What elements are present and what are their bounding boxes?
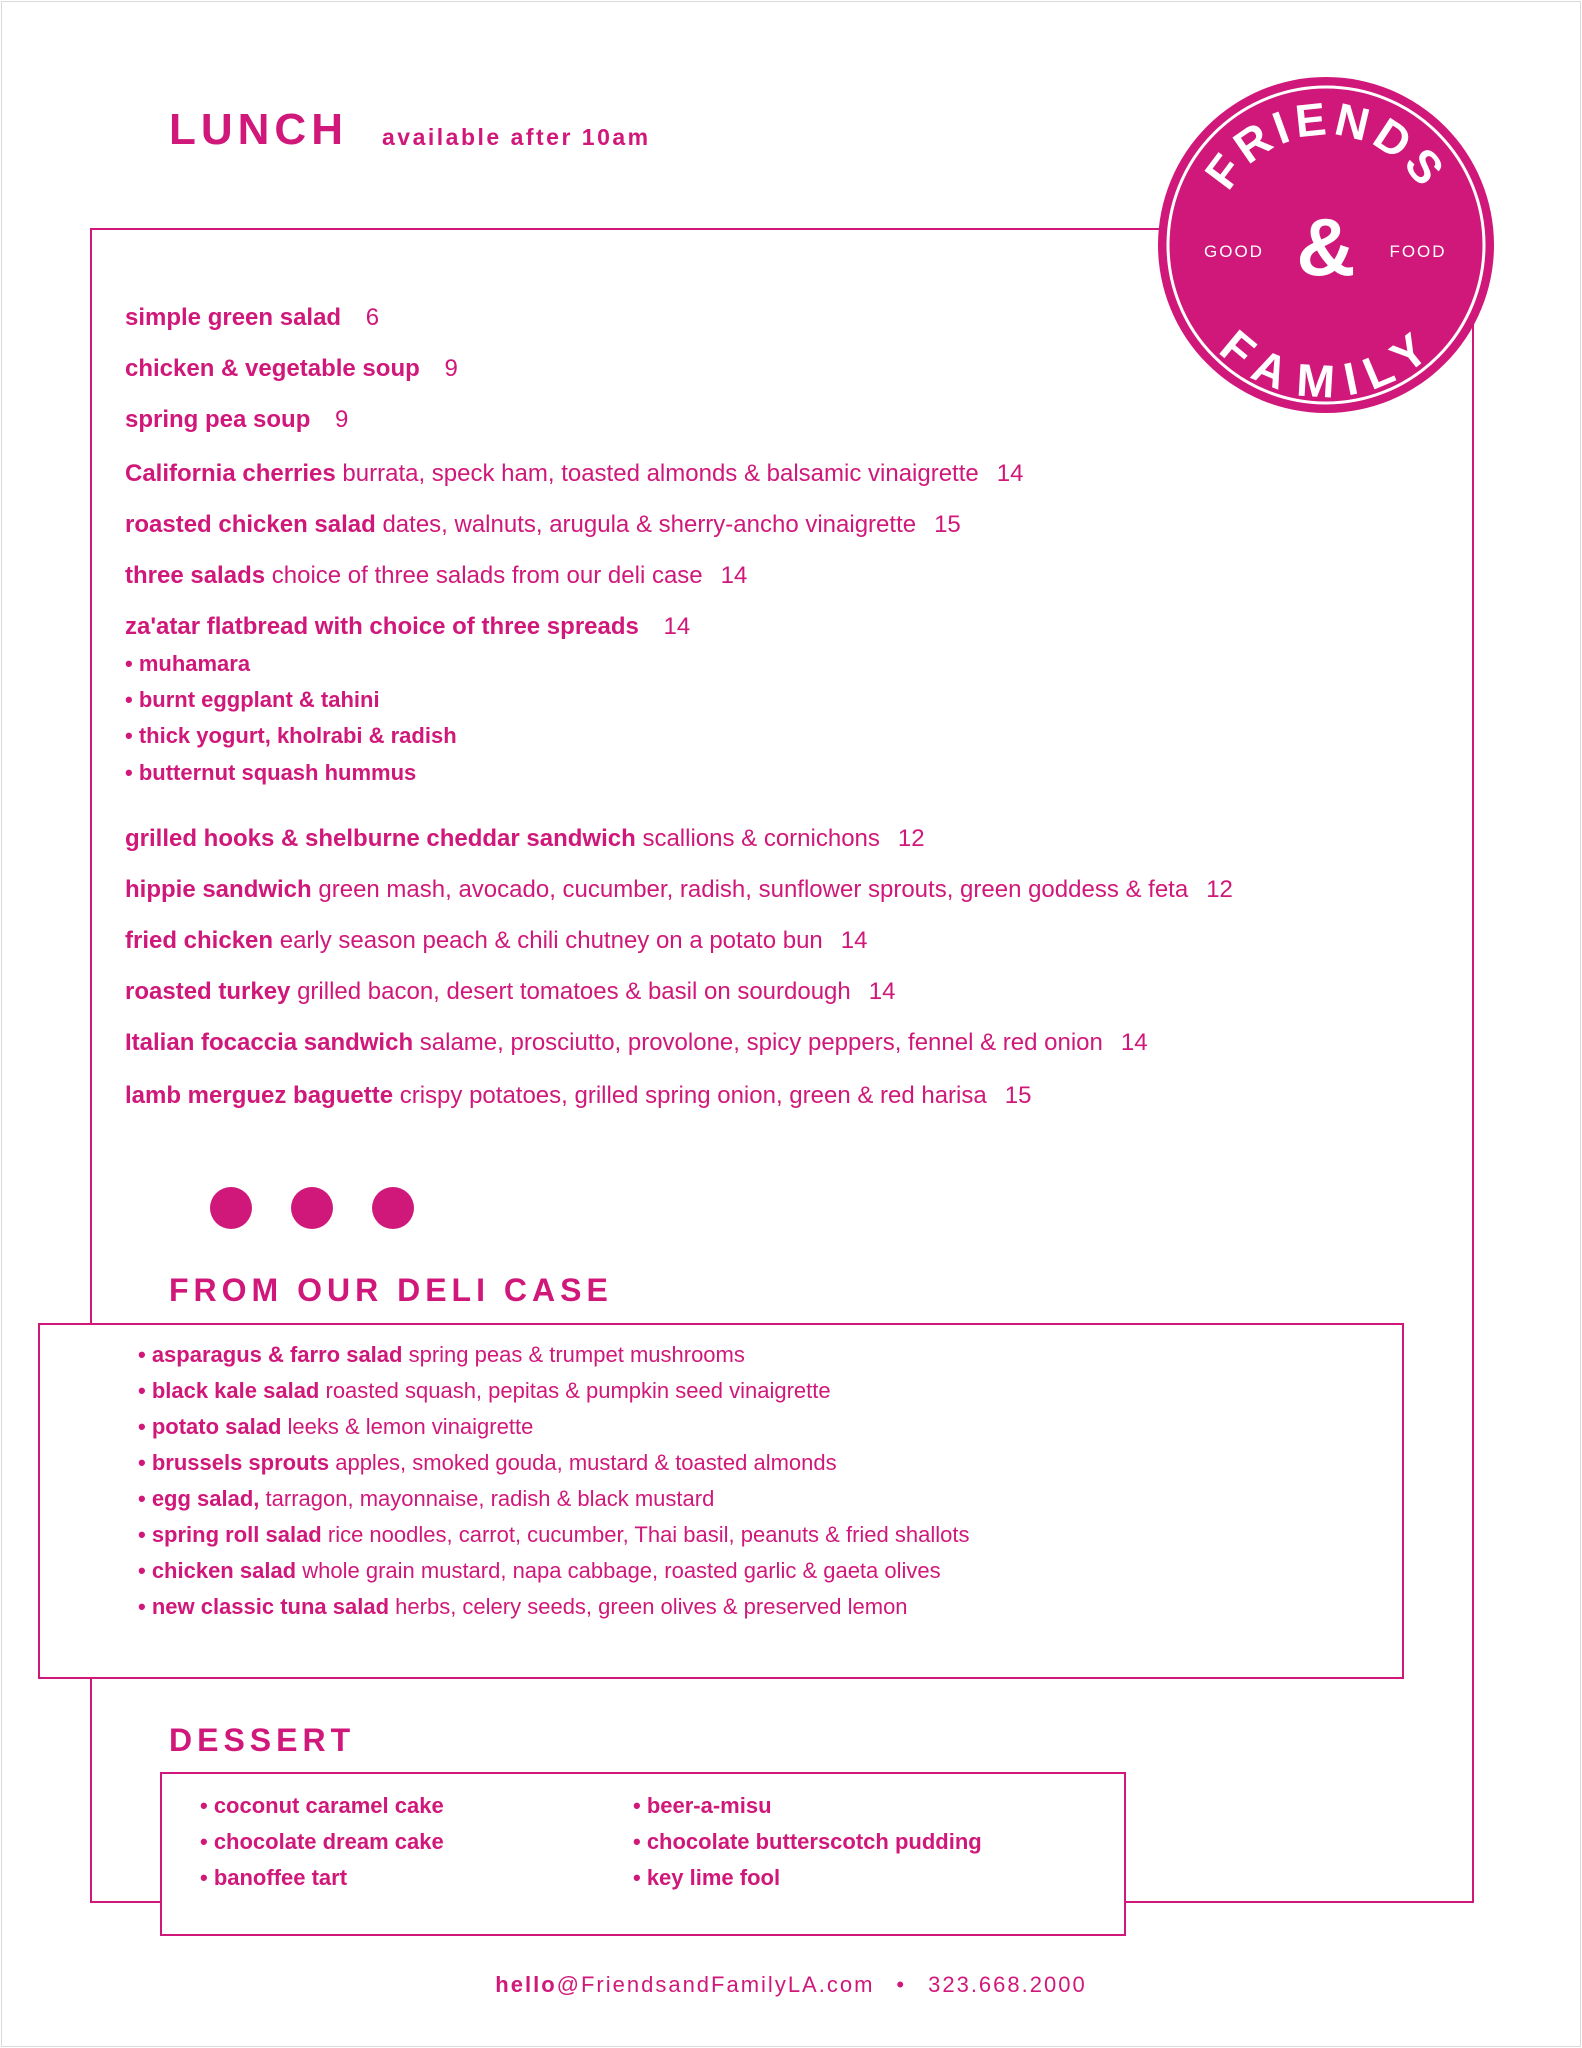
menu-item bbox=[125, 874, 1233, 906]
menu-item bbox=[125, 509, 961, 541]
item-price: 12 bbox=[897, 825, 925, 852]
deli-item bbox=[138, 1376, 831, 1406]
dessert-item: • chocolate butterscotch pudding bbox=[633, 1829, 982, 1854]
item-price: 15 bbox=[934, 511, 961, 538]
deli-item bbox=[138, 1520, 969, 1550]
logo-ampersand: & bbox=[1296, 202, 1356, 293]
menu-item bbox=[125, 611, 690, 643]
decorative-dot bbox=[291, 1187, 333, 1229]
decorative-dot bbox=[210, 1187, 252, 1229]
item-desc: scallions & cornichons bbox=[642, 825, 880, 852]
item-price: 15 bbox=[1004, 1082, 1032, 1109]
item-price: 14 bbox=[996, 460, 1024, 487]
email-link[interactable] bbox=[495, 1972, 874, 1997]
lunch-title: LUNCH bbox=[169, 105, 348, 154]
email-user: hello bbox=[495, 1972, 557, 1997]
phone-number[interactable]: 323.668.2000 bbox=[928, 1972, 1087, 1997]
deli-item-desc: whole grain mustard, napa cabbage, roasted garlic & gaeta olives bbox=[302, 1558, 941, 1583]
deli-item-name: • black kale salad bbox=[138, 1378, 320, 1403]
deli-item-name: • egg salad, bbox=[138, 1486, 260, 1511]
deli-item bbox=[138, 1340, 745, 1370]
deli-item-desc: apples, smoked gouda, mustard & toasted almonds bbox=[335, 1450, 837, 1475]
item-price: 9 bbox=[335, 406, 349, 433]
menu-item bbox=[125, 976, 895, 1008]
deli-item bbox=[138, 1592, 908, 1622]
item-desc: dates, walnuts, arugula & sherry-ancho vinaigrette bbox=[382, 511, 917, 538]
deli-item-desc: leeks & lemon vinaigrette bbox=[287, 1414, 534, 1439]
deli-item-desc: tarragon, mayonnaise, radish & black mustard bbox=[265, 1486, 715, 1511]
item-price: 14 bbox=[720, 562, 748, 589]
deli-item-name: • chicken salad bbox=[138, 1558, 297, 1583]
item-price: 14 bbox=[868, 978, 896, 1005]
deli-item-name: • potato salad bbox=[138, 1414, 282, 1439]
item-desc: choice of three salads from our deli case bbox=[271, 562, 703, 589]
menu-item bbox=[125, 1027, 1148, 1059]
menu-item bbox=[125, 560, 747, 592]
item-name: chicken & vegetable soup bbox=[125, 355, 420, 382]
menu-item bbox=[125, 925, 867, 957]
item-name: fried chicken bbox=[125, 927, 274, 954]
item-desc: grilled bacon, desert tomatoes & basil on sourdough bbox=[297, 978, 851, 1005]
deli-item bbox=[138, 1448, 837, 1478]
item-price: 12 bbox=[1206, 876, 1233, 903]
deli-item-name: • brussels sprouts bbox=[138, 1450, 330, 1475]
item-name: spring pea soup bbox=[125, 406, 311, 433]
dessert-item: • chocolate dream cake bbox=[200, 1829, 444, 1854]
menu-item bbox=[125, 823, 925, 855]
dessert-item: • coconut caramel cake bbox=[200, 1793, 444, 1818]
item-name: California cherries bbox=[125, 460, 336, 487]
menu-item bbox=[125, 302, 379, 334]
item-name: Italian focaccia sandwich bbox=[125, 1029, 414, 1056]
item-price: 14 bbox=[1120, 1029, 1148, 1056]
email-domain: @FriendsandFamilyLA.com bbox=[556, 1972, 875, 1997]
deli-item-desc: spring peas & trumpet mushrooms bbox=[408, 1342, 745, 1367]
dessert-item: • beer-a-misu bbox=[633, 1793, 772, 1818]
menu-item bbox=[125, 404, 348, 436]
menu-item bbox=[125, 353, 458, 385]
menu-item bbox=[125, 1080, 1031, 1112]
spread-option: • butternut squash hummus bbox=[125, 760, 417, 785]
deli-item-name: • new classic tuna salad bbox=[138, 1594, 390, 1619]
logo-left-text: GOOD bbox=[1204, 242, 1264, 261]
item-name: lamb merguez baguette bbox=[125, 1082, 394, 1109]
item-name: roasted chicken salad bbox=[125, 511, 376, 538]
deli-item-desc: rice noodles, carrot, cucumber, Thai basil, peanuts & fried shallots bbox=[327, 1522, 970, 1547]
deli-box bbox=[38, 1323, 1404, 1679]
item-price: 14 bbox=[663, 613, 691, 640]
deli-item bbox=[138, 1484, 714, 1514]
item-price: 9 bbox=[444, 355, 458, 382]
friends-family-logo bbox=[1156, 75, 1496, 415]
decorative-dot bbox=[372, 1187, 414, 1229]
item-price: 14 bbox=[840, 927, 868, 954]
spread-option: • burnt eggplant & tahini bbox=[125, 687, 380, 712]
menu-item bbox=[125, 458, 1023, 490]
deli-item-name: • asparagus & farro salad bbox=[138, 1342, 403, 1367]
contact-footer bbox=[0, 1970, 1582, 2000]
item-desc: crispy potatoes, grilled spring onion, green & red harisa bbox=[399, 1082, 987, 1109]
item-name: grilled hooks & shelburne cheddar sandwich bbox=[125, 825, 636, 852]
item-name: roasted turkey bbox=[125, 978, 291, 1005]
item-desc: green mash, avocado, cucumber, radish, sunflower sprouts, green goddess & feta bbox=[318, 876, 1189, 903]
deli-title: FROM OUR DELI CASE bbox=[169, 1272, 613, 1308]
logo-bottom-text: FAMILY bbox=[1210, 319, 1441, 408]
dessert-box bbox=[160, 1772, 1126, 1936]
logo-top-text: FRIENDS bbox=[1194, 91, 1458, 199]
logo-right-text: FOOD bbox=[1389, 242, 1447, 261]
dessert-item: • key lime fool bbox=[633, 1865, 781, 1890]
item-name: three salads bbox=[125, 562, 266, 589]
spread-option: • thick yogurt, kholrabi & radish bbox=[125, 723, 457, 748]
deli-item bbox=[138, 1412, 533, 1442]
item-name: simple green salad bbox=[125, 304, 342, 331]
dessert-item: • banoffee tart bbox=[200, 1865, 348, 1890]
deli-item-desc: herbs, celery seeds, green olives & preserved lemon bbox=[395, 1594, 908, 1619]
item-desc: early season peach & chili chutney on a potato bun bbox=[279, 927, 823, 954]
deli-item-name: • spring roll salad bbox=[138, 1522, 322, 1547]
deli-item-desc: roasted squash, pepitas & pumpkin seed vinaigrette bbox=[325, 1378, 831, 1403]
footer-separator: • bbox=[896, 1972, 907, 1997]
dessert-title: DESSERT bbox=[169, 1722, 356, 1758]
lunch-subtitle: available after 10am bbox=[382, 124, 651, 150]
item-desc: salame, prosciutto, provolone, spicy peppers, fennel & red onion bbox=[419, 1029, 1103, 1056]
item-name: hippie sandwich bbox=[125, 876, 312, 903]
spread-option: • muhamara bbox=[125, 651, 251, 676]
item-price: 6 bbox=[365, 304, 380, 331]
item-name: za'atar flatbread with choice of three spreads bbox=[125, 613, 639, 640]
deli-item bbox=[138, 1556, 941, 1586]
item-desc: burrata, speck ham, toasted almonds & balsamic vinaigrette bbox=[342, 460, 979, 487]
